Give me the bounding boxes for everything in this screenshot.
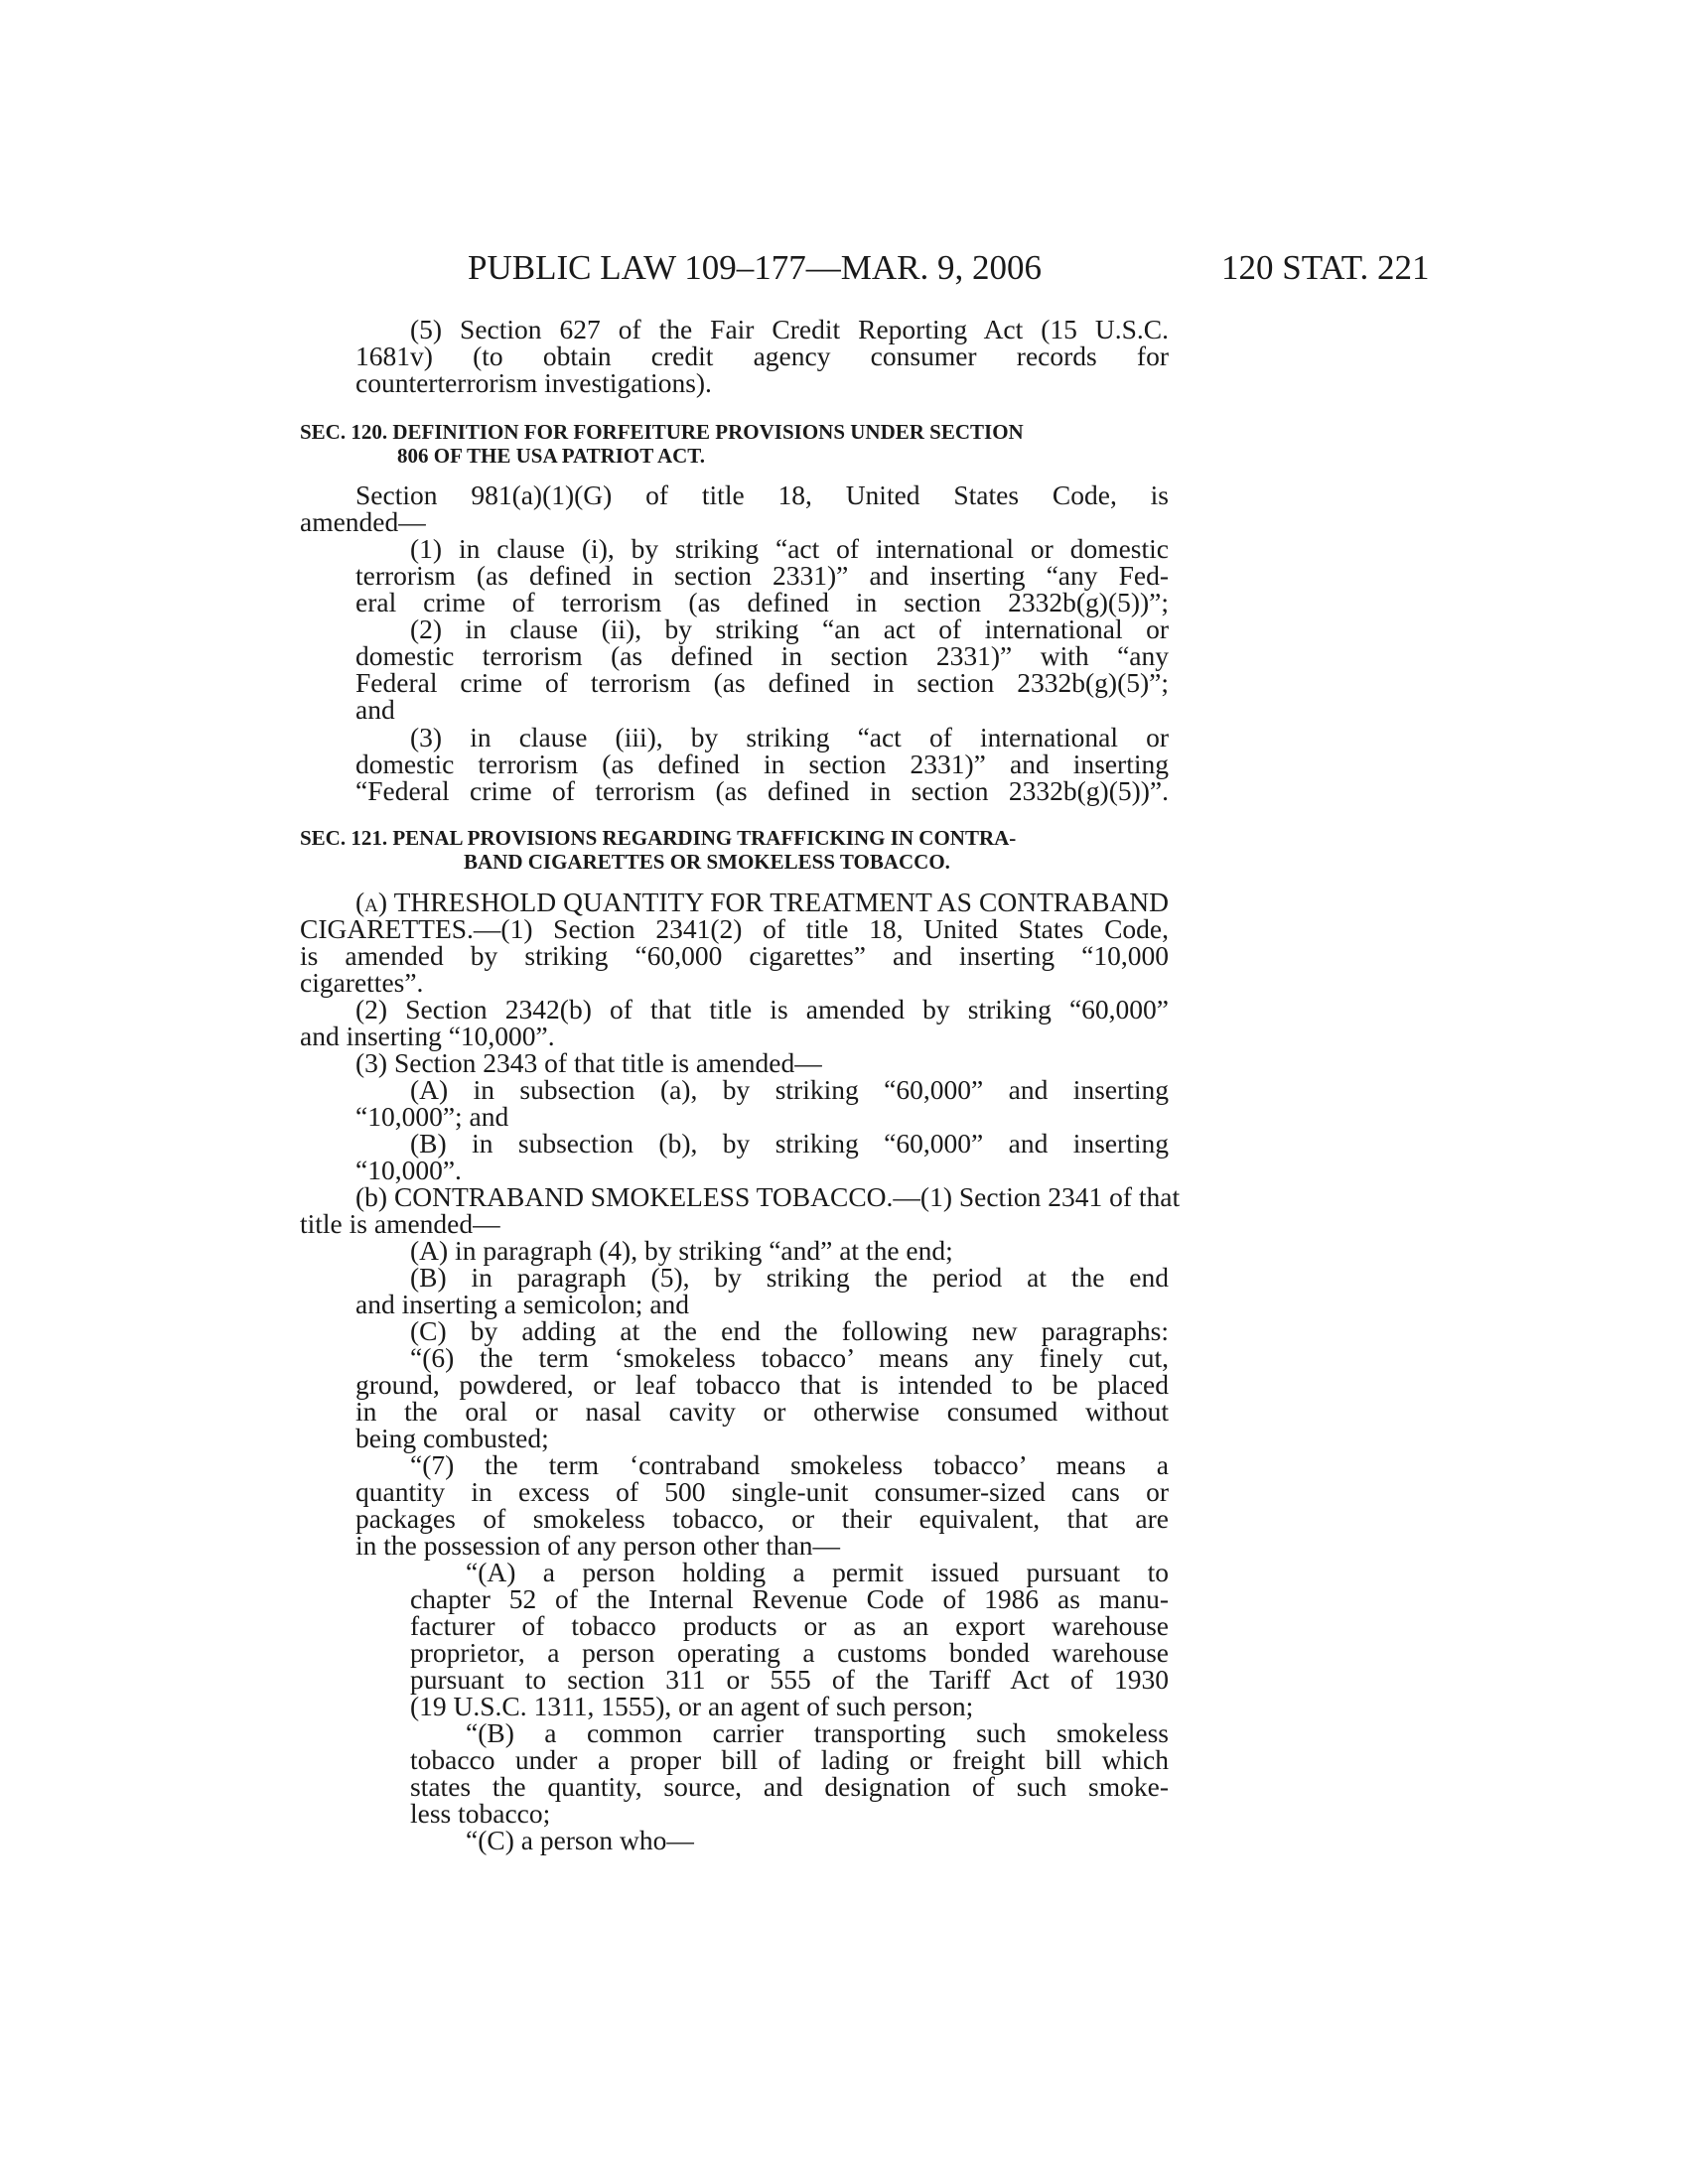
text-line: in the possession of any person other than— [355,1530,841,1561]
text-line: and [355,694,395,725]
text-line: terrorism (as defined in section 2331)” and inserting “any Fed- [355,560,1169,591]
text-line: “(7) the term ‘contraband smokeless tobacco’ means a [410,1449,1169,1480]
section-heading: SEC. 120. DEFINITION FOR FORFEITURE PROVISIONS UNDER SECTION [300,420,1024,444]
text-line: in the oral or nasal cavity or otherwise consumed without [355,1396,1169,1427]
text-line: Section 981(a)(1)(G) of title 18, United States Code, is [355,479,1169,510]
text-line: facturer of tobacco products or as an export warehouse [410,1610,1169,1641]
section-heading: BAND CIGARETTES OR SMOKELESS TOBACCO. [464,850,950,874]
text-line: (1) in clause (i), by striking “act of international or domestic [410,533,1169,564]
text-line: (5) Section 627 of the Fair Credit Reporting Act (15 U.S.C. [410,314,1169,344]
text-line: and inserting “10,000”. [300,1021,555,1051]
text-line: less tobacco; [410,1798,551,1829]
text-line: is amended by striking “60,000 cigarettes” and inserting “10,000 [300,940,1169,971]
text-line: “(6) the term ‘smokeless tobacco’ means any finely cut, [410,1342,1169,1373]
text-line: “Federal crime of terrorism (as defined in section 2332b(g)(5))”. [355,775,1169,806]
text-line: tobacco under a proper bill of lading or freight bill which [410,1744,1169,1775]
text-line: domestic terrorism (as defined in section 2331)” and inserting [355,749,1169,779]
text-line: counterterrorism investigations). [355,367,712,398]
text-line: “(A) a person holding a permit issued pursuant to [466,1557,1169,1587]
text-line: eral crime of terrorism (as defined in section 2332b(g)(5))”; [355,587,1169,617]
text-line: title is amended— [300,1208,500,1239]
text-line: chapter 52 of the Internal Revenue Code of 1986 as manu- [410,1583,1169,1614]
text-line: pursuant to section 311 or 555 of the Tariff Act of 1930 [410,1664,1169,1695]
text-line: (b) CONTRABAND SMOKELESS TOBACCO.—(1) Section 2341 of that [355,1181,1181,1212]
text-line: Federal crime of terrorism (as defined in section 2332b(g)(5)”; [355,667,1169,698]
text-line: and inserting a semicolon; and [355,1289,690,1319]
text-line: cigarettes”. [300,967,424,998]
text-line: (B) in paragraph (5), by striking the period at the end [410,1262,1169,1293]
section-heading: SEC. 121. PENAL PROVISIONS REGARDING TRAFFICKING IN CONTRA- [300,826,1017,850]
text-line: packages of smokeless tobacco, or their equivalent, that are [355,1503,1169,1534]
text-line: amended— [300,506,426,537]
text-line: (2) Section 2342(b) of that title is amended by striking “60,000” [355,994,1169,1024]
text-line: (3) Section 2343 of that title is amended— [355,1047,822,1078]
text-line: (B) in subsection (b), by striking “60,000” and inserting [410,1128,1169,1159]
text-line: proprietor, a person operating a customs bonded warehouse [410,1637,1169,1668]
running-header-title: PUBLIC LAW 109–177—MAR. 9, 2006 [468,248,1042,287]
text-line: quantity in excess of 500 single-unit consumer-sized cans or [355,1476,1169,1507]
text-line: “(C) a person who— [466,1825,694,1855]
section-heading: 806 OF THE USA PATRIOT ACT. [397,444,706,468]
text-line: (3) in clause (iii), by striking “act of international or [410,722,1169,752]
text-line: domestic terrorism (as defined in section 2331)” with “any [355,640,1169,671]
running-header-stat-page: 120 STAT. 221 [1221,248,1430,287]
text-line: 1681v) (to obtain credit agency consumer records for [355,341,1169,371]
text-line: “10,000”. [355,1155,462,1185]
text-line: ground, powdered, or leaf tobacco that is intended to be placed [355,1369,1169,1400]
text-line: (19 U.S.C. 1311, 1555), or an agent of such person; [410,1691,974,1721]
text-line: “(B) a common carrier transporting such smokeless [466,1717,1169,1748]
text-line: (C) by adding at the end the following new paragraphs: [410,1315,1169,1346]
text-line: “10,000”; and [355,1101,509,1132]
text-line: (A) in paragraph (4), by striking “and” at the end; [410,1235,953,1266]
text-line: (A) in subsection (a), by striking “60,000” and inserting [410,1074,1169,1105]
text-line: (a) THRESHOLD QUANTITY FOR TREATMENT AS CONTRABAND [355,887,1169,917]
text-line: being combusted; [355,1423,549,1453]
text-line: states the quantity, source, and designation of such smoke- [410,1771,1169,1802]
text-line: CIGARETTES.—(1) Section 2341(2) of title 18, United States Code, [300,913,1169,944]
text-line: (2) in clause (ii), by striking “an act of international or [410,614,1169,644]
